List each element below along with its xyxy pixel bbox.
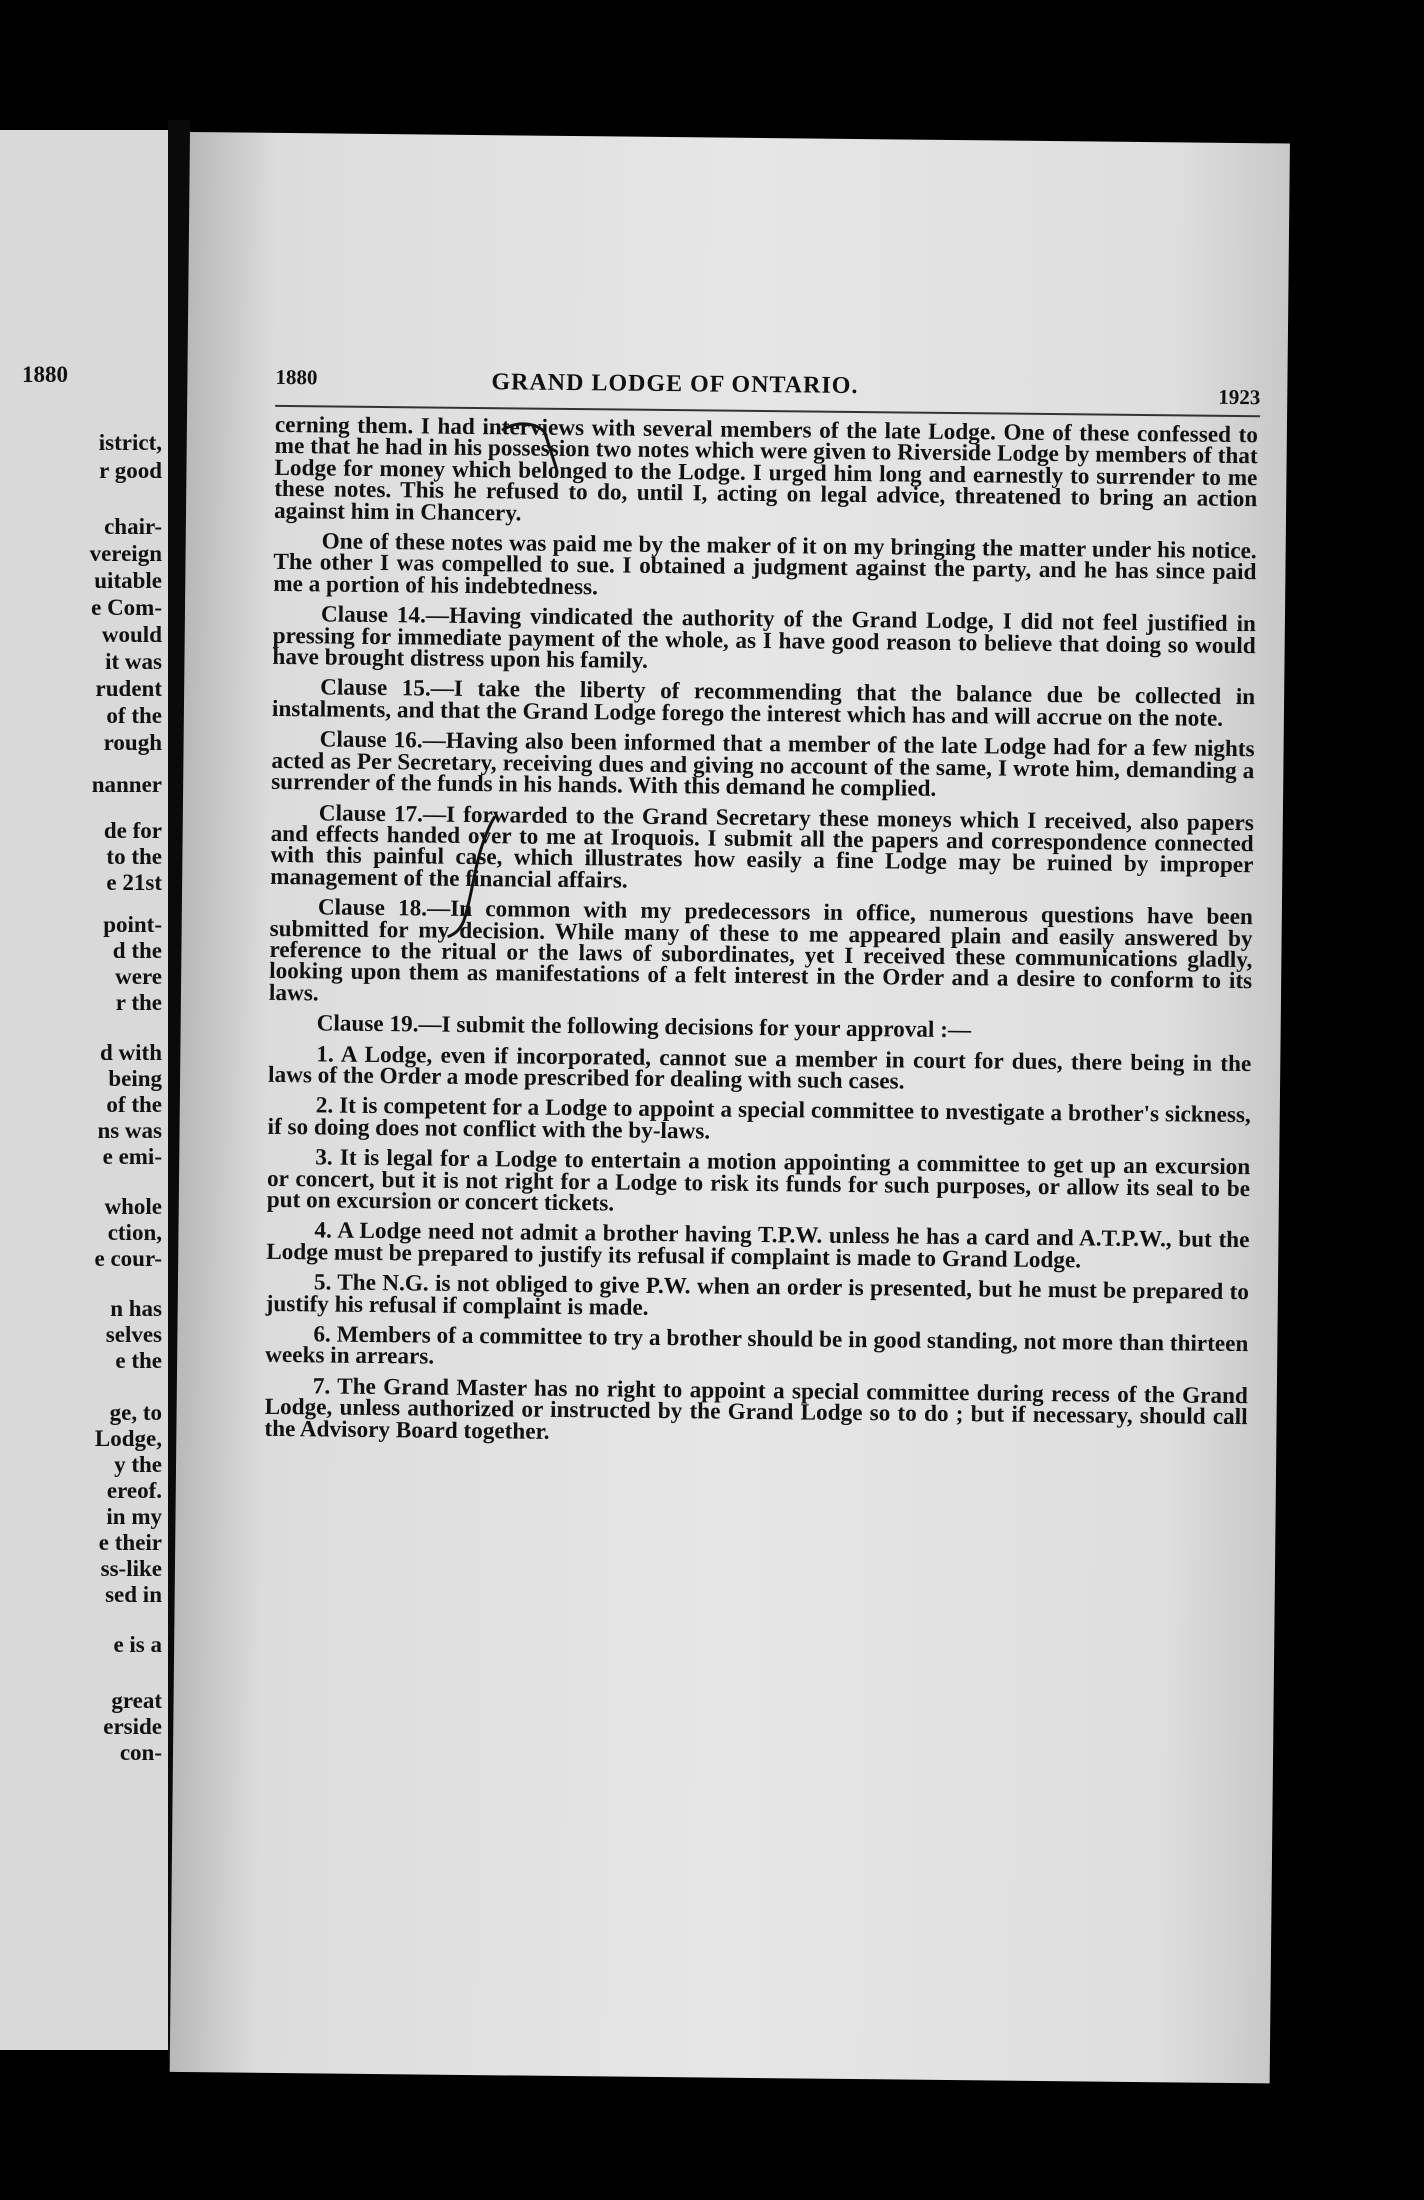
body-paragraph: Clause 17.—I forwarded to the Grand Secretary these moneys which I received, also papers and effects handed over to me at Iroquois. I submit all the papers and correspondence connected with this painful case, which illustrates how easily a fine Lodge may be ruined by improper management of the financial affairs. [270, 799, 1254, 894]
facing-page-line: con- [119, 1740, 162, 1765]
header-year: 1880 [275, 364, 318, 390]
facing-page-line: vereign [89, 541, 162, 566]
facing-page-line: nanner [91, 772, 162, 797]
facing-page-line: chair- [104, 514, 162, 539]
body-paragraph: cerning them. I had interviews with several members of the late Lodge. One of these confessed to me that he had in his possession two notes which were given to Riverside Lodge by members of that Lodge for money which belonged to the Lodge. I urged him long and earnestly to surrender to me these notes. This he refused to do, until I, acting on legal advice, threatened to bring an action against him in Chancery. [273, 411, 1259, 527]
facing-page-line: ction, [107, 1220, 162, 1245]
facing-page-line: r the [115, 990, 162, 1015]
facing-page-line: sed in [105, 1582, 162, 1607]
facing-page-line: e the [115, 1348, 162, 1373]
facing-page-line: d with [100, 1040, 162, 1065]
body-paragraph: Clause 16.—Having also been informed that a member of the late Lodge had for a few nights acted as Per Secretary, receiving dues and giving no account of the same, I wrote him, demanding a surrender of the funds in his hands. With this demand he complied. [271, 726, 1255, 802]
facing-page-line: rough [103, 730, 162, 755]
facing-page-line: e their [98, 1530, 162, 1555]
facing-page-line: uitable [94, 568, 162, 593]
facing-page-line: to the [106, 844, 162, 869]
facing-page-line: r good [99, 458, 162, 483]
body-paragraph: 2. It is competent for a Lodge to appoint a special committee to nvestigate a brother's sickness, if so doing does not conflict with the by-laws. [267, 1092, 1251, 1145]
running-header [275, 365, 1260, 411]
page-body [264, 411, 1259, 1459]
facing-page-line: of the [106, 703, 162, 728]
facing-page-line: d the [112, 938, 162, 963]
facing-page-fragment [0, 130, 168, 2050]
facing-page-line: Lodge, [94, 1426, 162, 1451]
facing-page-line: being [108, 1066, 162, 1091]
body-paragraph: 5. The N.G. is not obliged to give P.W. when an order is presented, but he must be prepared to justify his refusal if complaint is made. [265, 1269, 1250, 1321]
body-paragraph: 7. The Grand Master has no right to appoint a special committee during recess of the Grand Lodge, unless authorized or instructed by the Grand Lodge so to do ; but if necessary, should call the Advisory Board together. [264, 1373, 1248, 1445]
facing-page-line: n has [110, 1296, 162, 1321]
facing-page-line: rudent [95, 676, 162, 701]
facing-page-line: e 21st [106, 870, 162, 895]
book-page [170, 132, 1290, 2083]
facing-page-line: y the [114, 1452, 162, 1477]
facing-page-line: ereof. [106, 1478, 162, 1503]
facing-page-line: e is a [113, 1632, 162, 1657]
facing-page-line: e Com- [91, 595, 162, 620]
facing-page-line: in my [106, 1504, 162, 1529]
facing-page-line: istrict, [98, 430, 162, 455]
facing-page-line: whole [104, 1194, 162, 1219]
facing-page-line: great [111, 1688, 162, 1713]
facing-page-line: it was [105, 649, 162, 674]
body-paragraph: 4. A Lodge need not admit a brother having T.P.W. unless he has a card and A.T.P.W., but the Lodge must be prepared to justify its refusal if complaint is made to Grand Lodge. [266, 1217, 1250, 1274]
body-paragraph: Clause 18.—In common with my predecessors in office, numerous questions have been submitted for my decision. While many of these to me appeared plain and easily answered by reference to the ritual or the laws of subordinates, yet I received these communications gladly, looking upon them as manifestations of a felt interest in the Order and a desire to conform to its laws. [268, 894, 1253, 1007]
facing-page-line: of the [106, 1092, 162, 1117]
body-paragraph: One of these notes was paid me by the maker of it on my bringing the matter under his notice. The other I was compelled to sue. I obtained a judgment against the party, and he has since paid me a portion of his indebtedness. [273, 528, 1257, 601]
body-paragraph: 1. A Lodge, even if incorporated, cannot sue a member in court for dues, there being in the laws of the Order a mode prescribed for dealing with such cases. [267, 1040, 1252, 1095]
body-paragraph: 6. Members of a committee to try a brother should be in good standing, not more than thirteen weeks in arrears. [265, 1321, 1249, 1371]
facing-page-line: erside [103, 1714, 162, 1739]
body-paragraph: Clause 15.—I take the liberty of recommending that the balance due be collected in instalments, and that the Grand Lodge forego the interest which has and will accrue on the note. [271, 674, 1256, 732]
facing-page-line: were [115, 964, 162, 989]
body-paragraph: Clause 19.—I submit the following decisions for your approval :— [316, 1010, 972, 1044]
facing-page-line: e emi- [102, 1144, 162, 1169]
header-title: GRAND LODGE OF ONTARIO. [491, 369, 859, 400]
facing-page-line: de for [103, 818, 162, 843]
page-number: 1923 [1218, 384, 1261, 410]
facing-page-line: ss-like [100, 1556, 162, 1581]
facing-page-line: would [101, 622, 162, 647]
facing-page-line: ge, to [109, 1400, 162, 1425]
facing-page-line: ns was [97, 1118, 162, 1143]
facing-page-line: point- [103, 912, 162, 937]
facing-page-line: selves [105, 1322, 162, 1347]
body-paragraph: 3. It is legal for a Lodge to entertain a motion appointing a committee to get up an excursion or concert, but it is not right for a Lodge to risk its funds for such purposes, or allow its seal to be put on excursion or concert tickets. [266, 1144, 1251, 1217]
facing-page-year: 1880 [22, 362, 68, 387]
body-paragraph: Clause 14.—Having vindicated the authority of the Grand Lodge, I did not feel justified in pressing for immediate payment of the whole, as I have good reason to believe that doing so would have brought distress upon his family. [272, 601, 1257, 674]
facing-page-line: e cour- [94, 1246, 162, 1271]
